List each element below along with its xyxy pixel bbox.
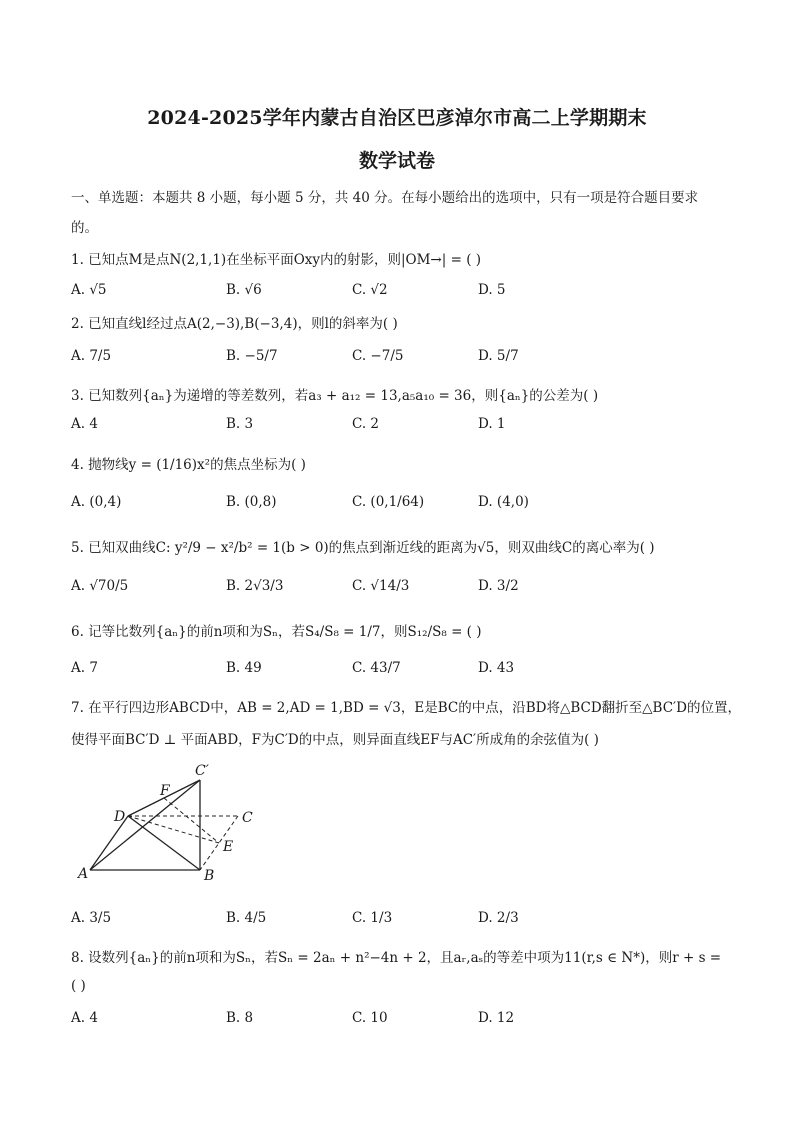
label-c-prime: C′: [195, 763, 209, 779]
q3-option-b: B. 3: [226, 416, 254, 432]
q3-option-a: A. 4: [71, 416, 98, 432]
section-heading-cont: 的。: [71, 220, 98, 236]
q2-option-d: D. 5/7: [478, 348, 519, 364]
q1-option-c: C. √2: [352, 282, 388, 298]
question-2-stem: 2. 已知直线l经过点A(2,−3),B(−3,4)，则l的斜率为( ): [71, 316, 398, 332]
q1-option-d: D. 5: [478, 282, 506, 298]
q4-option-c: C. (0,1/64): [352, 494, 425, 510]
question-3-stem: 3. 已知数列{aₙ}为递增的等差数列，若a₃ + a₁₂ = 13,a₅a₁₀ = 36，则{aₙ}的公差为( ): [71, 388, 599, 404]
label-d: D: [114, 809, 126, 825]
q5-option-a: A. √70/5: [71, 578, 129, 594]
q5-option-c: C. √14/3: [352, 578, 410, 594]
q4-option-a: A. (0,4): [71, 494, 122, 510]
label-c: C: [242, 810, 253, 826]
label-f: F: [160, 783, 170, 799]
q5-option-b: B. 2√3/3: [226, 578, 284, 594]
label-a: A: [78, 866, 89, 882]
q7-option-a: A. 3/5: [71, 910, 112, 926]
q4-option-d: D. (4,0): [478, 494, 529, 510]
q8-option-a: A. 4: [71, 1010, 98, 1026]
q7-option-b: B. 4/5: [226, 910, 267, 926]
q6-option-b: B. 49: [226, 660, 262, 676]
q6-option-d: D. 43: [478, 660, 515, 676]
segment-fe-dashed: [164, 798, 219, 843]
label-e: E: [223, 839, 234, 855]
q6-option-a: A. 7: [71, 660, 98, 676]
q7-option-d: D. 2/3: [478, 910, 519, 926]
q1-option-b: B. √6: [226, 282, 262, 298]
q8-option-b: B. 8: [226, 1010, 254, 1026]
edge-ac-prime: [90, 780, 200, 870]
question-5-stem: 5. 已知双曲线C: y²/9 − x²/b² = 1(b > 0)的焦点到渐近线的距离为√5，则双曲线C的离心率为( ): [71, 540, 655, 556]
question-8-stem-cont: ( ): [71, 978, 86, 994]
q2-option-b: B. −5/7: [226, 348, 278, 364]
question-4-stem: 4. 抛物线y = (1/16)x²的焦点坐标为( ): [71, 457, 306, 473]
edge-db: [128, 816, 200, 870]
q5-option-d: D. 3/2: [478, 578, 519, 594]
q8-option-d: D. 12: [478, 1010, 515, 1026]
page-title: 2024-2025学年内蒙古自治区巴彦淖尔市高二上学期期末: [147, 107, 647, 129]
q2-option-c: C. −7/5: [352, 348, 404, 364]
question-8-stem: 8. 设数列{aₙ}的前n项和为Sₙ，若Sₙ = 2aₙ + n²−4n + 2，且aᵣ,aₛ的等差中项为11(r,s ∈ N*)，则r + s =: [71, 950, 722, 966]
page-subtitle: 数学试卷: [358, 150, 435, 172]
q1-option-a: A. √5: [71, 282, 107, 298]
q6-option-c: C. 43/7: [352, 660, 401, 676]
section-heading: 一、单选题：本题共 8 小题，每小题 5 分，共 40 分。在每小题给出的选项中，只有一项是符合题目要求: [71, 190, 699, 206]
q3-option-d: D. 1: [478, 416, 506, 432]
question-6-stem: 6. 记等比数列{aₙ}的前n项和为Sₙ，若S₄/S₈ = 1/7，则S₁₂/S₈ = ( ): [71, 624, 482, 640]
geometry-figure: [70, 760, 270, 885]
q2-option-a: A. 7/5: [71, 348, 112, 364]
question-1-stem: 1. 已知点M是点N(2,1,1)在坐标平面Oxy内的射影，则|OM→| = ( ): [71, 252, 482, 268]
segment-de-dashed: [128, 816, 219, 843]
q4-option-b: B. (0,8): [226, 494, 277, 510]
q3-option-c: C. 2: [352, 416, 380, 432]
question-7-stem: 7. 在平行四边形ABCD中，AB = 2,AD = 1,BD = √3，E是BC的中点，沿BD将△BCD翻折至△BC′D的位置，: [71, 700, 741, 716]
question-7-stem-cont: 使得平面BC′D ⊥ 平面ABD，F为C′D的中点，则异面直线EF与AC′所成角的余弦值为( ): [71, 732, 599, 748]
q8-option-c: C. 10: [352, 1010, 388, 1026]
label-b: B: [204, 868, 215, 884]
q7-option-c: C. 1/3: [352, 910, 393, 926]
